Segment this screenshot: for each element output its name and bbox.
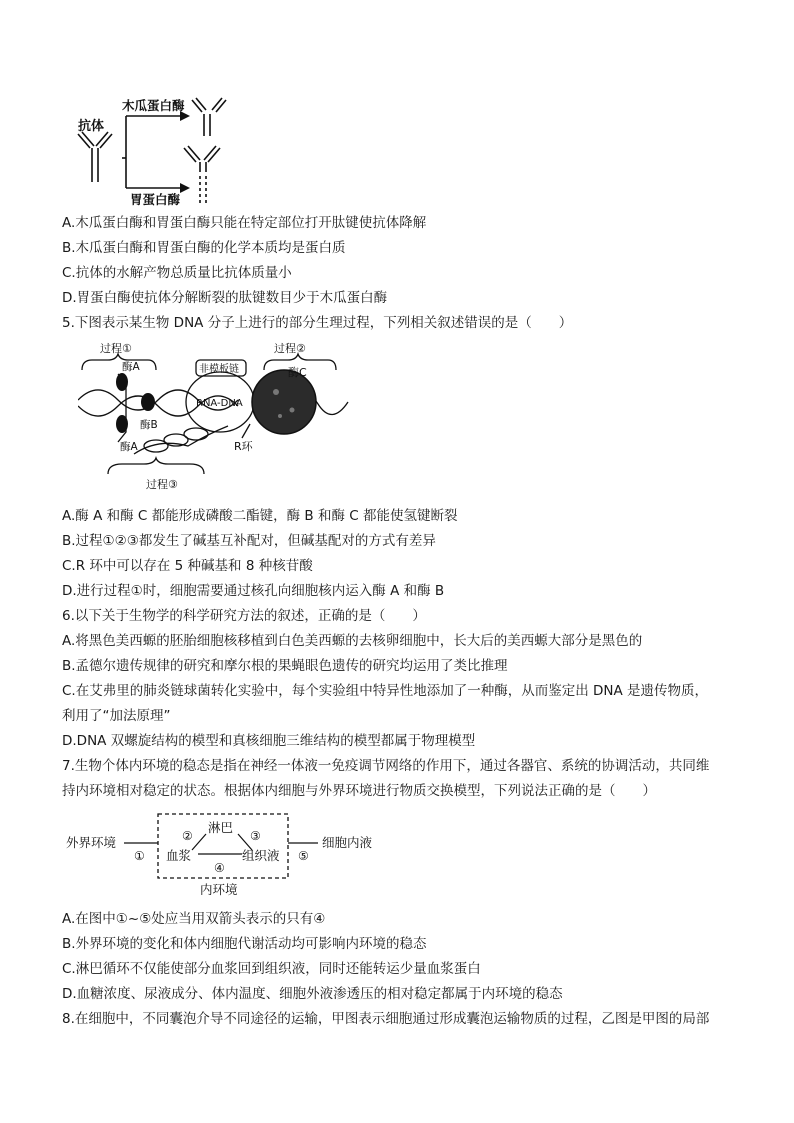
internal-environment-figure — [66, 810, 396, 902]
label-pepsin: 胃蛋白酶 — [130, 192, 181, 206]
q7-option-a: A.在图中①~⑤处应当用双箭头表示的只有④ — [62, 911, 326, 927]
label-lymph: 淋巴 — [208, 820, 234, 835]
q5-stem: 5.下图表示某生物 DNA 分子上进行的部分生理过程，下列相关叙述错误的是（ ） — [62, 315, 573, 331]
q4-option-b: B.木瓜蛋白酶和胃蛋白酶的化学本质均是蛋白质 — [62, 240, 346, 256]
label-n4: ④ — [214, 861, 225, 875]
q7-stem-line1: 7.生物个体内环境的稳态是指在神经一体液一免疫调节网络的作用下，通过各器官、系统的协调活动，共同维 — [62, 758, 710, 774]
q4-option-c: C.抗体的水解产物总质量比抗体质量小 — [62, 265, 292, 281]
q8-stem: 8.在细胞中，不同囊泡介导不同途径的运输，甲图表示细胞通过形成囊泡运输物质的过程，乙图是甲图的局部 — [62, 1011, 710, 1027]
label-enzyme-c: 酶C — [288, 366, 307, 379]
label-r-loop: R环 — [234, 440, 253, 453]
label-enzyme-a-bottom: 酶A — [120, 441, 138, 453]
label-n5: ⑤ — [298, 849, 309, 863]
q6-option-c-line2: 利用了“加法原理” — [62, 708, 171, 724]
q5-option-b: B.过程①②③都发生了碱基互补配对，但碱基配对的方式有差异 — [62, 533, 436, 549]
label-internal: 内环境 — [200, 882, 238, 897]
q7-option-d: D.血糖浓度、尿液成分、体内温度、细胞外液渗透压的相对稳定都属于内环境的稳态 — [62, 986, 563, 1002]
antibody-enzyme-figure — [72, 96, 262, 206]
label-papain: 木瓜蛋白酶 — [122, 98, 185, 113]
q6-stem: 6.以下关于生物学的科学研究方法的叙述，正确的是（ ） — [62, 608, 426, 624]
label-plasma: 血浆 — [166, 848, 192, 863]
label-tissue: 组织液 — [242, 848, 280, 863]
label-enzyme-a-top: 酶A — [122, 361, 140, 373]
label-process-2: 过程② — [274, 342, 306, 355]
label-rna-dna: RNA-DNA — [196, 398, 243, 409]
q5-option-d: D.进行过程①时，细胞需要通过核孔向细胞核内运入酶 A 和酶 B — [62, 583, 445, 599]
q6-option-d: D.DNA 双螺旋结构的模型和真核细胞三维结构的模型都属于物理模型 — [62, 733, 476, 749]
q4-option-a: A.木瓜蛋白酶和胃蛋白酶只能在特定部位打开肽键使抗体降解 — [62, 215, 427, 231]
q5-option-c: C.R 环中可以存在 5 种碱基和 8 种核苷酸 — [62, 558, 313, 574]
q5-option-a: A.酶 A 和酶 C 都能形成磷酸二酯键，酶 B 和酶 C 都能使氢键断裂 — [62, 508, 458, 524]
label-process-3: 过程③ — [146, 478, 178, 491]
q7-option-b: B.外界环境的变化和体内细胞代谢活动均可影响内环境的稳态 — [62, 936, 427, 952]
label-n1: ① — [134, 849, 145, 863]
q6-option-c-line1: C.在艾弗里的肺炎链球菌转化实验中，每个实验组中特异性地添加了一种酶，从而鉴定出 DNA 是遗传物质， — [62, 683, 709, 699]
q6-option-b: B.孟德尔遗传规律的研究和摩尔根的果蝇眼色遗传的研究均运用了类比推理 — [62, 658, 508, 674]
q4-option-d: D.胃蛋白酶使抗体分解断裂的肽键数目少于木瓜蛋白酶 — [62, 290, 388, 306]
label-nontemplate: 非模板链 — [199, 364, 239, 375]
label-process-1: 过程① — [100, 342, 132, 355]
label-intracellular: 细胞内液 — [322, 835, 373, 850]
q7-stem-line2: 持内环境相对稳定的状态。根据体内细胞与外界环境进行物质交换模型，下列说法正确的是（ ） — [62, 783, 656, 799]
q6-option-a: A.将黑色美西螈的胚胎细胞核移植到白色美西螈的去核卵细胞中，长大后的美西螈大部分是黑色的 — [62, 633, 643, 649]
label-n3: ③ — [250, 829, 261, 843]
q7-option-c: C.淋巴循环不仅能使部分血浆回到组织液，同时还能转运少量血浆蛋白 — [62, 961, 481, 977]
dna-process-figure — [78, 342, 358, 494]
label-antibody: 抗体 — [78, 119, 105, 134]
label-enzyme-b: 酶B — [140, 419, 158, 431]
label-external: 外界环境 — [66, 835, 117, 850]
label-n2: ② — [182, 829, 193, 843]
